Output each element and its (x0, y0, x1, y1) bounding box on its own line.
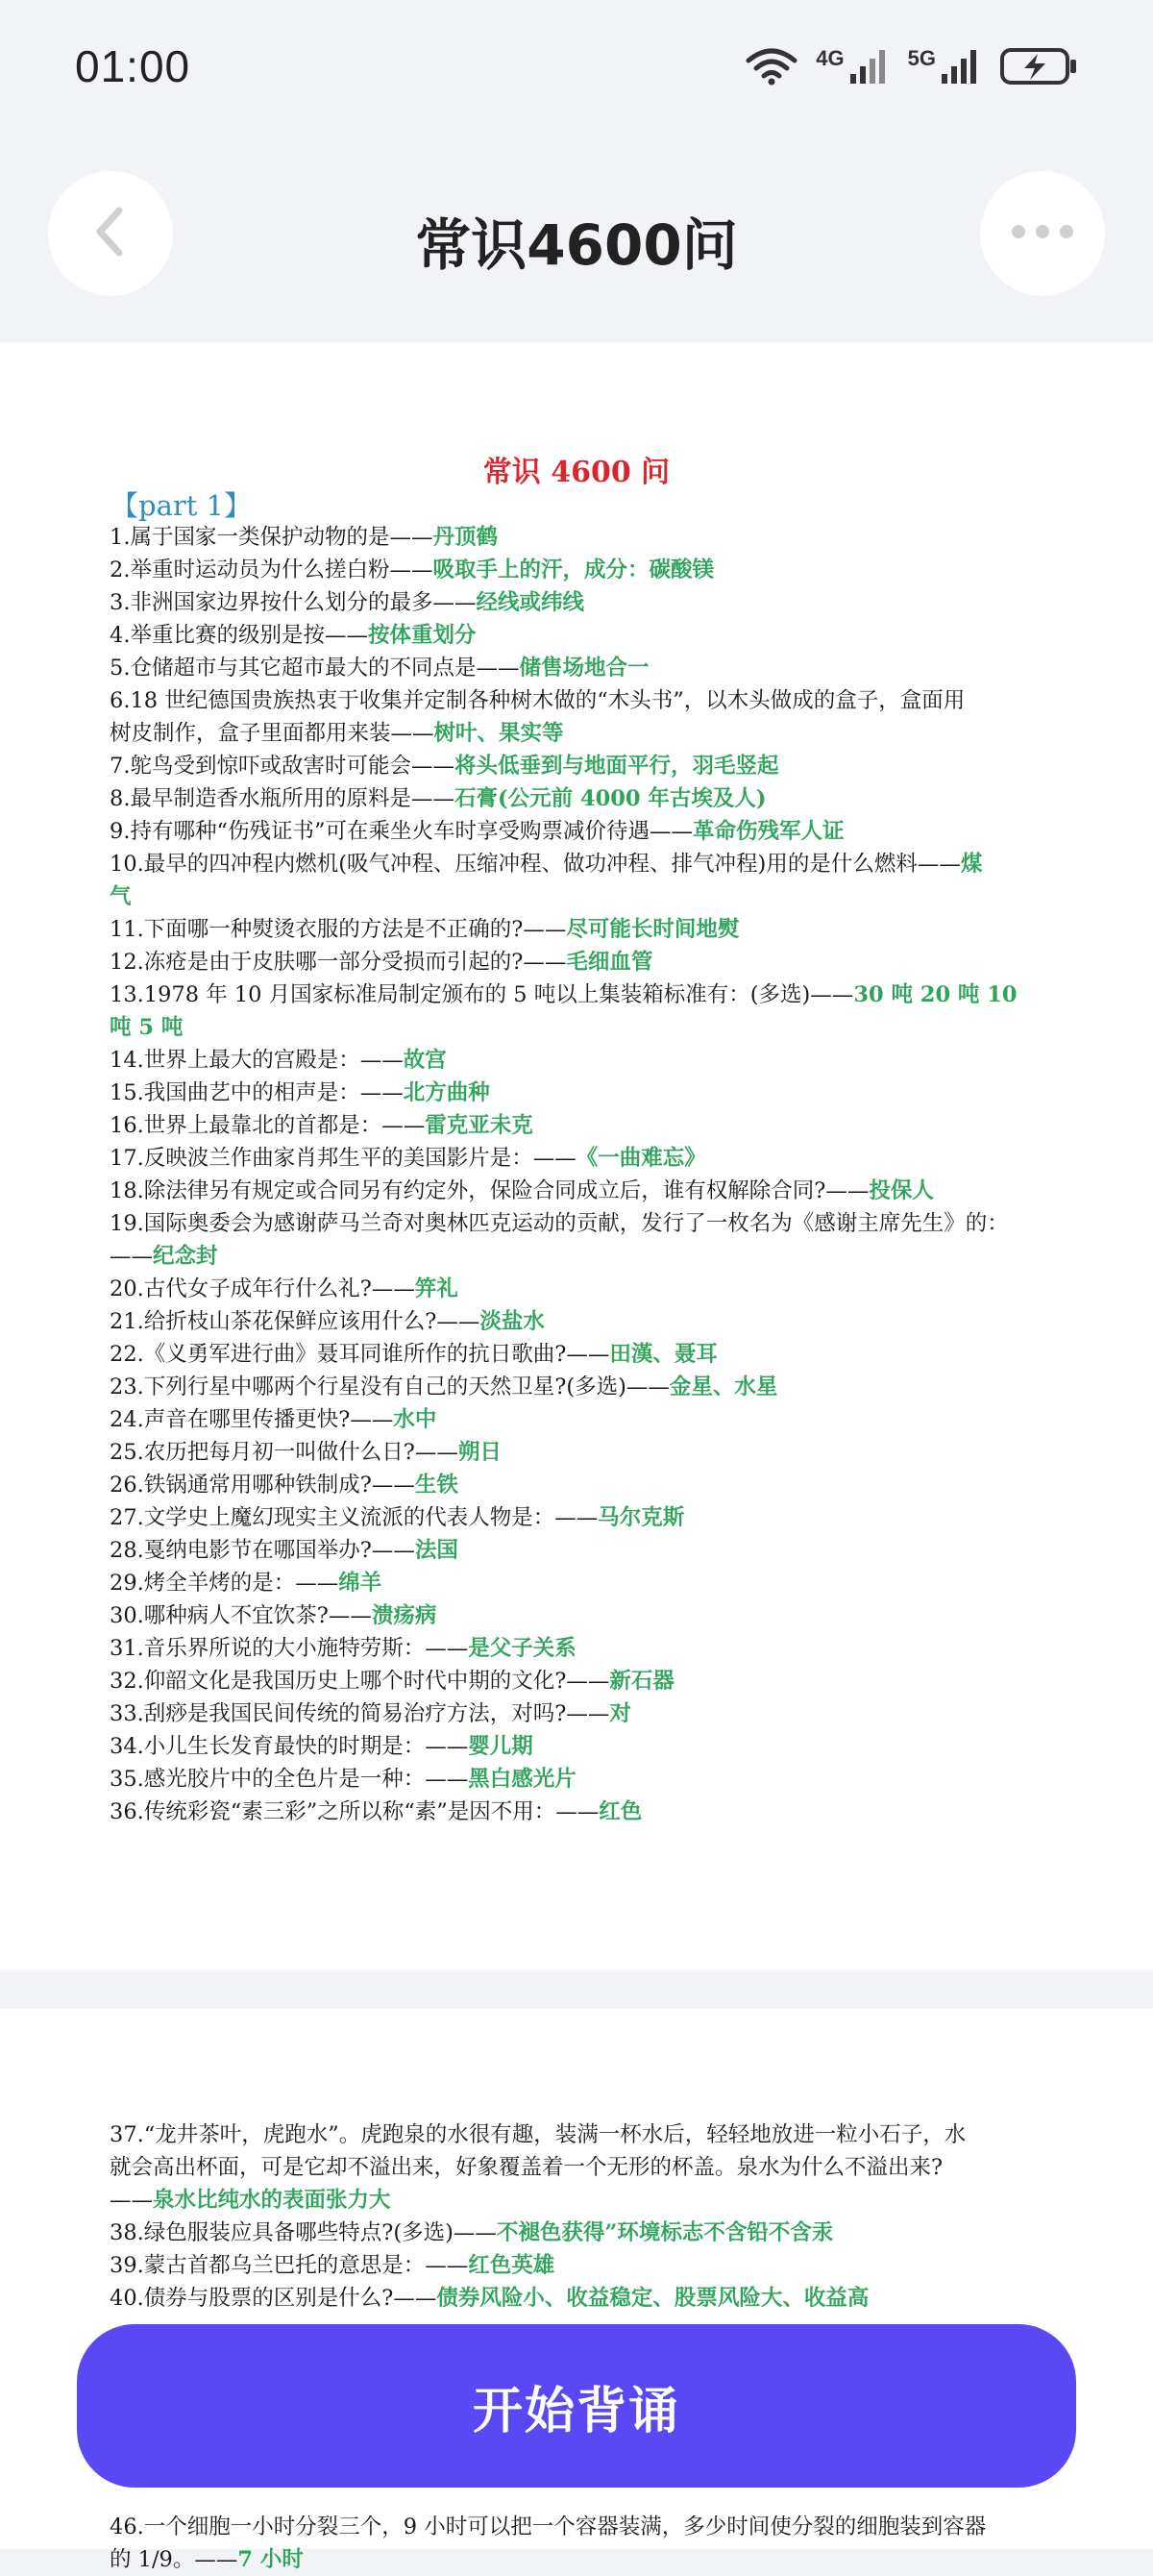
question-text: 18.除法律另有规定或合同另有约定外，保险合同成立后，谁有权解除合同?—— (110, 1178, 870, 1203)
answer-text: 溃疡病 (371, 1603, 437, 1628)
question-text: 11.下面哪一种熨烫衣服的方法是不正确的?—— (110, 917, 567, 942)
question-line (110, 913, 1047, 946)
question-line (110, 1044, 1047, 1077)
question-line (110, 1469, 1047, 1501)
page-title: 常识4600问 (415, 212, 738, 278)
question-line (110, 2511, 1047, 2543)
answer-text: 投保人 (869, 1178, 934, 1203)
question-line (110, 2151, 1047, 2184)
question-line (110, 1109, 1047, 1142)
answer-text: 30 吨 20 吨 10 (853, 982, 1018, 1007)
answer-text: 储售场地合一 (519, 656, 650, 681)
more-dots-icon (1009, 222, 1076, 245)
answer-text: 故宫 (403, 1048, 447, 1073)
question-line (110, 1207, 1047, 1240)
question-line (110, 1730, 1047, 1763)
answer-text: 纪念封 (153, 1244, 218, 1269)
document-title: 常识 4600 问 (482, 456, 671, 489)
question-line (110, 1403, 1047, 1436)
question-line (110, 2118, 1047, 2151)
answer-text: 是父子关系 (468, 1636, 576, 1661)
answer-text: 毛细血管 (566, 950, 653, 975)
question-line (110, 2543, 1047, 2576)
question-line (110, 1371, 1047, 1403)
question-line (110, 1142, 1047, 1175)
answer-text: 债券风险小、收益稳定、股票风险大、收益高 (436, 2286, 870, 2311)
question-line (110, 848, 1047, 880)
answer-text: 经线或纬线 (476, 590, 584, 615)
question-text: 5.仓储超市与其它超市最大的不同点是—— (110, 656, 520, 681)
question-line (110, 1077, 1047, 1109)
question-text: —— (110, 2188, 153, 2213)
question-line (110, 1567, 1047, 1599)
status-bar (0, 0, 1153, 144)
question-line (110, 554, 1047, 586)
answer-text: 雷克亚未克 (425, 1113, 533, 1138)
battery-charging-icon (999, 46, 1080, 90)
question-line (110, 1501, 1047, 1534)
signal-5g-icon (940, 47, 982, 89)
question-line (110, 1175, 1047, 1207)
answer-text: 按体重划分 (367, 623, 477, 648)
answer-text: 丹顶鹤 (432, 525, 498, 550)
question-text: 37.“龙井茶叶，虎跑水”。虎跑泉的水很有趣，装满一杯水后，轻轻地放进一粒小石子，水 (110, 2122, 967, 2147)
answer-text: 绵羊 (338, 1571, 382, 1596)
part-label: 【part 1】 (110, 489, 253, 522)
question-line (110, 2282, 1047, 2315)
answer-text: 尽可能长时间地熨 (566, 917, 740, 942)
answer-text: 婴儿期 (468, 1734, 533, 1759)
answer-text: 吨 5 吨 (110, 1015, 184, 1040)
question-text: 的 1/9。—— (110, 2547, 238, 2572)
question-text: 4.举重比赛的级别是按—— (110, 623, 368, 648)
question-line (110, 1338, 1047, 1371)
answer-text: 7 小时 (237, 2547, 304, 2572)
answer-text: 将头低垂到与地面平行，羽毛竖起 (454, 754, 779, 779)
question-text: 7.鸵鸟受到惊吓或敌害时可能会—— (110, 754, 454, 779)
question-text: 26.铁锅通常用哪种铁制成?—— (110, 1473, 415, 1498)
question-line (110, 521, 1047, 554)
question-line (110, 619, 1047, 652)
question-line (110, 1665, 1047, 1697)
answer-text: 北方曲种 (403, 1080, 490, 1105)
question-line (110, 1305, 1047, 1338)
answer-text: 新石器 (609, 1669, 675, 1694)
question-line (110, 1697, 1047, 1730)
answer-text: 煤 (960, 852, 983, 877)
nav-bar (0, 163, 1153, 308)
signal-4g-icon (848, 47, 891, 89)
question-text: 15.我国曲艺中的相声是：—— (110, 1080, 404, 1105)
question-line (110, 1763, 1047, 1796)
answer-text: 朔日 (457, 1440, 502, 1465)
answer-text: 树叶、果实等 (433, 721, 564, 746)
answer-text: 水中 (393, 1407, 437, 1432)
question-text: 9.持有哪种“伤残证书”可在乘坐火车时享受购票减价待遇—— (110, 819, 693, 844)
question-text: 38.绿色服装应具备哪些特点?(多选)—— (110, 2220, 497, 2245)
question-text: 1.属于国家一类保护动物的是—— (110, 525, 433, 550)
question-text: 12.冻疮是由于皮肤哪一部分受损而引起的?—— (110, 950, 567, 975)
answer-text: 黑白感光片 (468, 1767, 576, 1792)
status-time: 01:00 (75, 41, 191, 91)
answer-text: 《一曲难忘》 (576, 1146, 706, 1171)
answer-text: 田漢、聂耳 (609, 1342, 718, 1367)
answer-text: 法国 (414, 1538, 458, 1563)
document-page-1 (0, 342, 1153, 1970)
answer-text: 淡盐水 (479, 1309, 545, 1334)
question-line (110, 586, 1047, 619)
question-text: 20.古代女子成年行什么礼?—— (110, 1276, 415, 1301)
answer-text: 吸取手上的汗，成分：碳酸镁 (432, 557, 714, 582)
question-line (110, 750, 1047, 782)
question-text: 31.音乐界所说的大小施特劳斯：—— (110, 1636, 469, 1661)
question-text: 树皮制作，盒子里面都用来装—— (110, 721, 434, 746)
question-text: 28.戛纳电影节在哪国举办?—— (110, 1538, 415, 1563)
question-line (110, 2217, 1047, 2249)
answer-text: 气 (110, 884, 132, 909)
answer-text: 笄礼 (414, 1276, 458, 1301)
start-recite-button[interactable] (77, 2324, 1076, 2488)
status-icons (745, 46, 1080, 90)
question-text: 3.非洲国家边界按什么划分的最多—— (110, 590, 477, 615)
question-text: 40.债券与股票的区别是什么?—— (110, 2286, 437, 2311)
question-line (110, 2249, 1047, 2282)
question-line (110, 717, 1047, 750)
question-text: 35.感光胶片中的全色片是一种：—— (110, 1767, 469, 1792)
question-text: 6.18 世纪德国贵族热衷于收集并定制各种树木做的“木头书”，以木头做成的盒子，盒面用 (110, 688, 966, 713)
question-line (110, 1632, 1047, 1665)
question-text: 21.给折枝山茶花保鲜应该用什么?—— (110, 1309, 480, 1334)
question-list-page-1 (110, 521, 1047, 1828)
question-text: 39.蒙古首都乌兰巴托的意思是：—— (110, 2253, 469, 2278)
question-line (110, 978, 1047, 1011)
question-text: 8.最早制造香水瓶所用的原料是—— (110, 786, 454, 811)
question-line (110, 1011, 1047, 1044)
answer-text: 生铁 (414, 1473, 458, 1498)
question-text: 14.世界上最大的宫殿是：—— (110, 1048, 404, 1073)
question-line (110, 652, 1047, 684)
question-line (110, 1599, 1047, 1632)
question-text: 23.下列行星中哪两个行星没有自己的天然卫星?(多选)—— (110, 1375, 670, 1399)
network-label-4g: 4G (816, 46, 845, 70)
question-text: 30.哪种病人不宜饮茶?—— (110, 1603, 372, 1628)
answer-text: 石膏(公元前 4000 年古埃及人) (454, 786, 767, 811)
question-line (110, 782, 1047, 815)
question-text: 33.刮痧是我国民间传统的简易治疗方法，对吗?—— (110, 1701, 610, 1726)
question-text: 2.举重时运动员为什么搓白粉—— (110, 557, 433, 582)
question-line (110, 946, 1047, 978)
question-line (110, 815, 1047, 848)
question-text: 10.最早的四冲程内燃机(吸气冲程、压缩冲程、做功冲程、排气冲程)用的是什么燃料—— (110, 852, 961, 877)
question-text: 32.仰韶文化是我国历史上哪个时代中期的文化?—— (110, 1669, 610, 1694)
question-line (110, 1796, 1047, 1828)
answer-text: 革命伤残军人证 (692, 819, 845, 844)
answer-text: 红色 (599, 1799, 643, 1824)
answer-text: 对 (609, 1701, 631, 1726)
question-line (110, 1534, 1047, 1567)
question-text: 22.《义勇军进行曲》聂耳同谁所作的抗日歌曲?—— (110, 1342, 610, 1367)
network-label-5g: 5G (907, 46, 936, 70)
question-line (110, 880, 1047, 913)
start-recite-label: 开始背诵 (472, 2382, 680, 2440)
question-text: 25.农历把每月初一叫做什么日?—— (110, 1440, 458, 1465)
answer-text: 金星、水星 (669, 1375, 778, 1399)
answer-text: 不褪色获得”环境标志不含铅不含汞 (496, 2220, 834, 2245)
question-text: 46.一个细胞一小时分裂三个，9 小时可以把一个容器装满，多少时间使分裂的细胞装到容器 (110, 2514, 987, 2539)
question-text: 27.文学史上魔幻现实主义流派的代表人物是：—— (110, 1505, 599, 1530)
question-text: 24.声音在哪里传播更快?—— (110, 1407, 394, 1432)
more-button[interactable] (980, 171, 1105, 296)
question-text: —— (110, 1244, 153, 1269)
question-line (110, 2184, 1047, 2217)
question-line (110, 684, 1047, 717)
answer-text: 马尔克斯 (598, 1505, 685, 1530)
question-line (110, 1240, 1047, 1273)
question-text: 16.世界上最靠北的首都是：—— (110, 1113, 426, 1138)
question-text: 29.烤全羊烤的是：—— (110, 1571, 339, 1596)
wifi-icon (745, 47, 798, 89)
question-text: 34.小儿生长发育最快的时期是：—— (110, 1734, 469, 1759)
question-line (110, 1273, 1047, 1305)
answer-text: 泉水比纯水的表面张力大 (153, 2188, 391, 2213)
question-line (110, 1436, 1047, 1469)
question-text: 13.1978 年 10 月国家标准局制定颁布的 5 吨以上集装箱标准有：(多选)—— (110, 982, 854, 1007)
question-text: 36.传统彩瓷“素三彩”之所以称“素”是因不用：—— (110, 1799, 600, 1824)
answer-text: 红色英雄 (468, 2253, 555, 2278)
question-text: 19.国际奥委会为感谢萨马兰奇对奥林匹克运动的贡献，发行了一枚名为《感谢主席先生》的： (110, 1211, 1009, 1236)
question-text: 就会高出杯面，可是它却不溢出来，好象覆盖着一个无形的杯盖。泉水为什么不溢出来? (110, 2155, 944, 2180)
question-text: 17.反映波兰作曲家肖邦生平的美国影片是：—— (110, 1146, 576, 1171)
